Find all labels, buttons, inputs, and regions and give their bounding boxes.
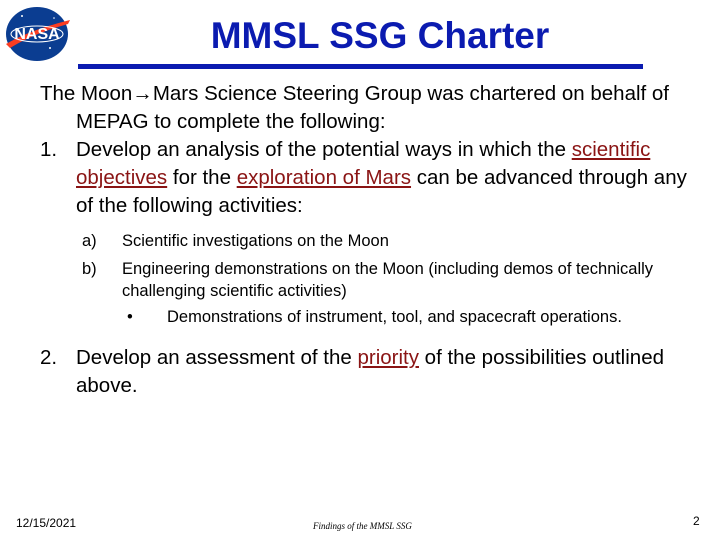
item1-text-a: Develop an analysis of the potential ways in which the — [76, 138, 572, 161]
item1-text-b: for the — [167, 166, 237, 189]
list-number-2: 2. — [40, 346, 58, 369]
slide-title: MMSL SSG Charter — [210, 15, 550, 56]
slide-body — [40, 80, 700, 400]
item1-text-c: can be advanced through any of the following activities: — [76, 166, 687, 217]
link-exploration-of-mars[interactable]: exploration of Mars — [236, 166, 412, 189]
list-item-2 — [40, 344, 700, 400]
sub-text-a: Scientific investigations on the Moon — [122, 232, 389, 250]
footer-date: 12/15/2021 — [16, 516, 77, 530]
nasa-logo — [2, 4, 72, 62]
list-item-1 — [40, 136, 700, 220]
intro-text-a: The Moon — [40, 82, 133, 105]
bullet-icon: • — [127, 308, 133, 326]
title-underline — [78, 64, 643, 69]
item2-text-a: Develop an assessment of the — [76, 346, 358, 369]
arrow-icon: → — [132, 82, 153, 105]
sub-item-b — [40, 258, 700, 302]
svg-text:NASA: NASA — [14, 26, 60, 43]
sub-mark-a: a) — [82, 232, 97, 250]
sub-item-a — [40, 230, 700, 252]
sub-text-b: Engineering demonstrations on the Moon (including demos of technically challenging scientific activities) — [122, 260, 654, 300]
bullet-text: Demonstrations of instrument, tool, and spacecraft operations. — [167, 308, 622, 326]
page-number: 2 — [693, 514, 700, 528]
sub-mark-b: b) — [82, 260, 97, 278]
link-scientific-objectives[interactable]: scientific objectives — [76, 138, 651, 189]
intro-text-b: Mars Science Steering Group was chartered on behalf of MEPAG to complete the following: — [76, 82, 670, 133]
list-number-1: 1. — [40, 138, 58, 161]
intro-paragraph — [40, 80, 700, 136]
footer-caption: Findings of the MMSL SSG — [313, 521, 412, 531]
bullet-item — [40, 306, 700, 328]
item2-text-b: of the possibilities outlined above. — [76, 346, 664, 397]
link-priority[interactable]: priority — [357, 346, 419, 369]
